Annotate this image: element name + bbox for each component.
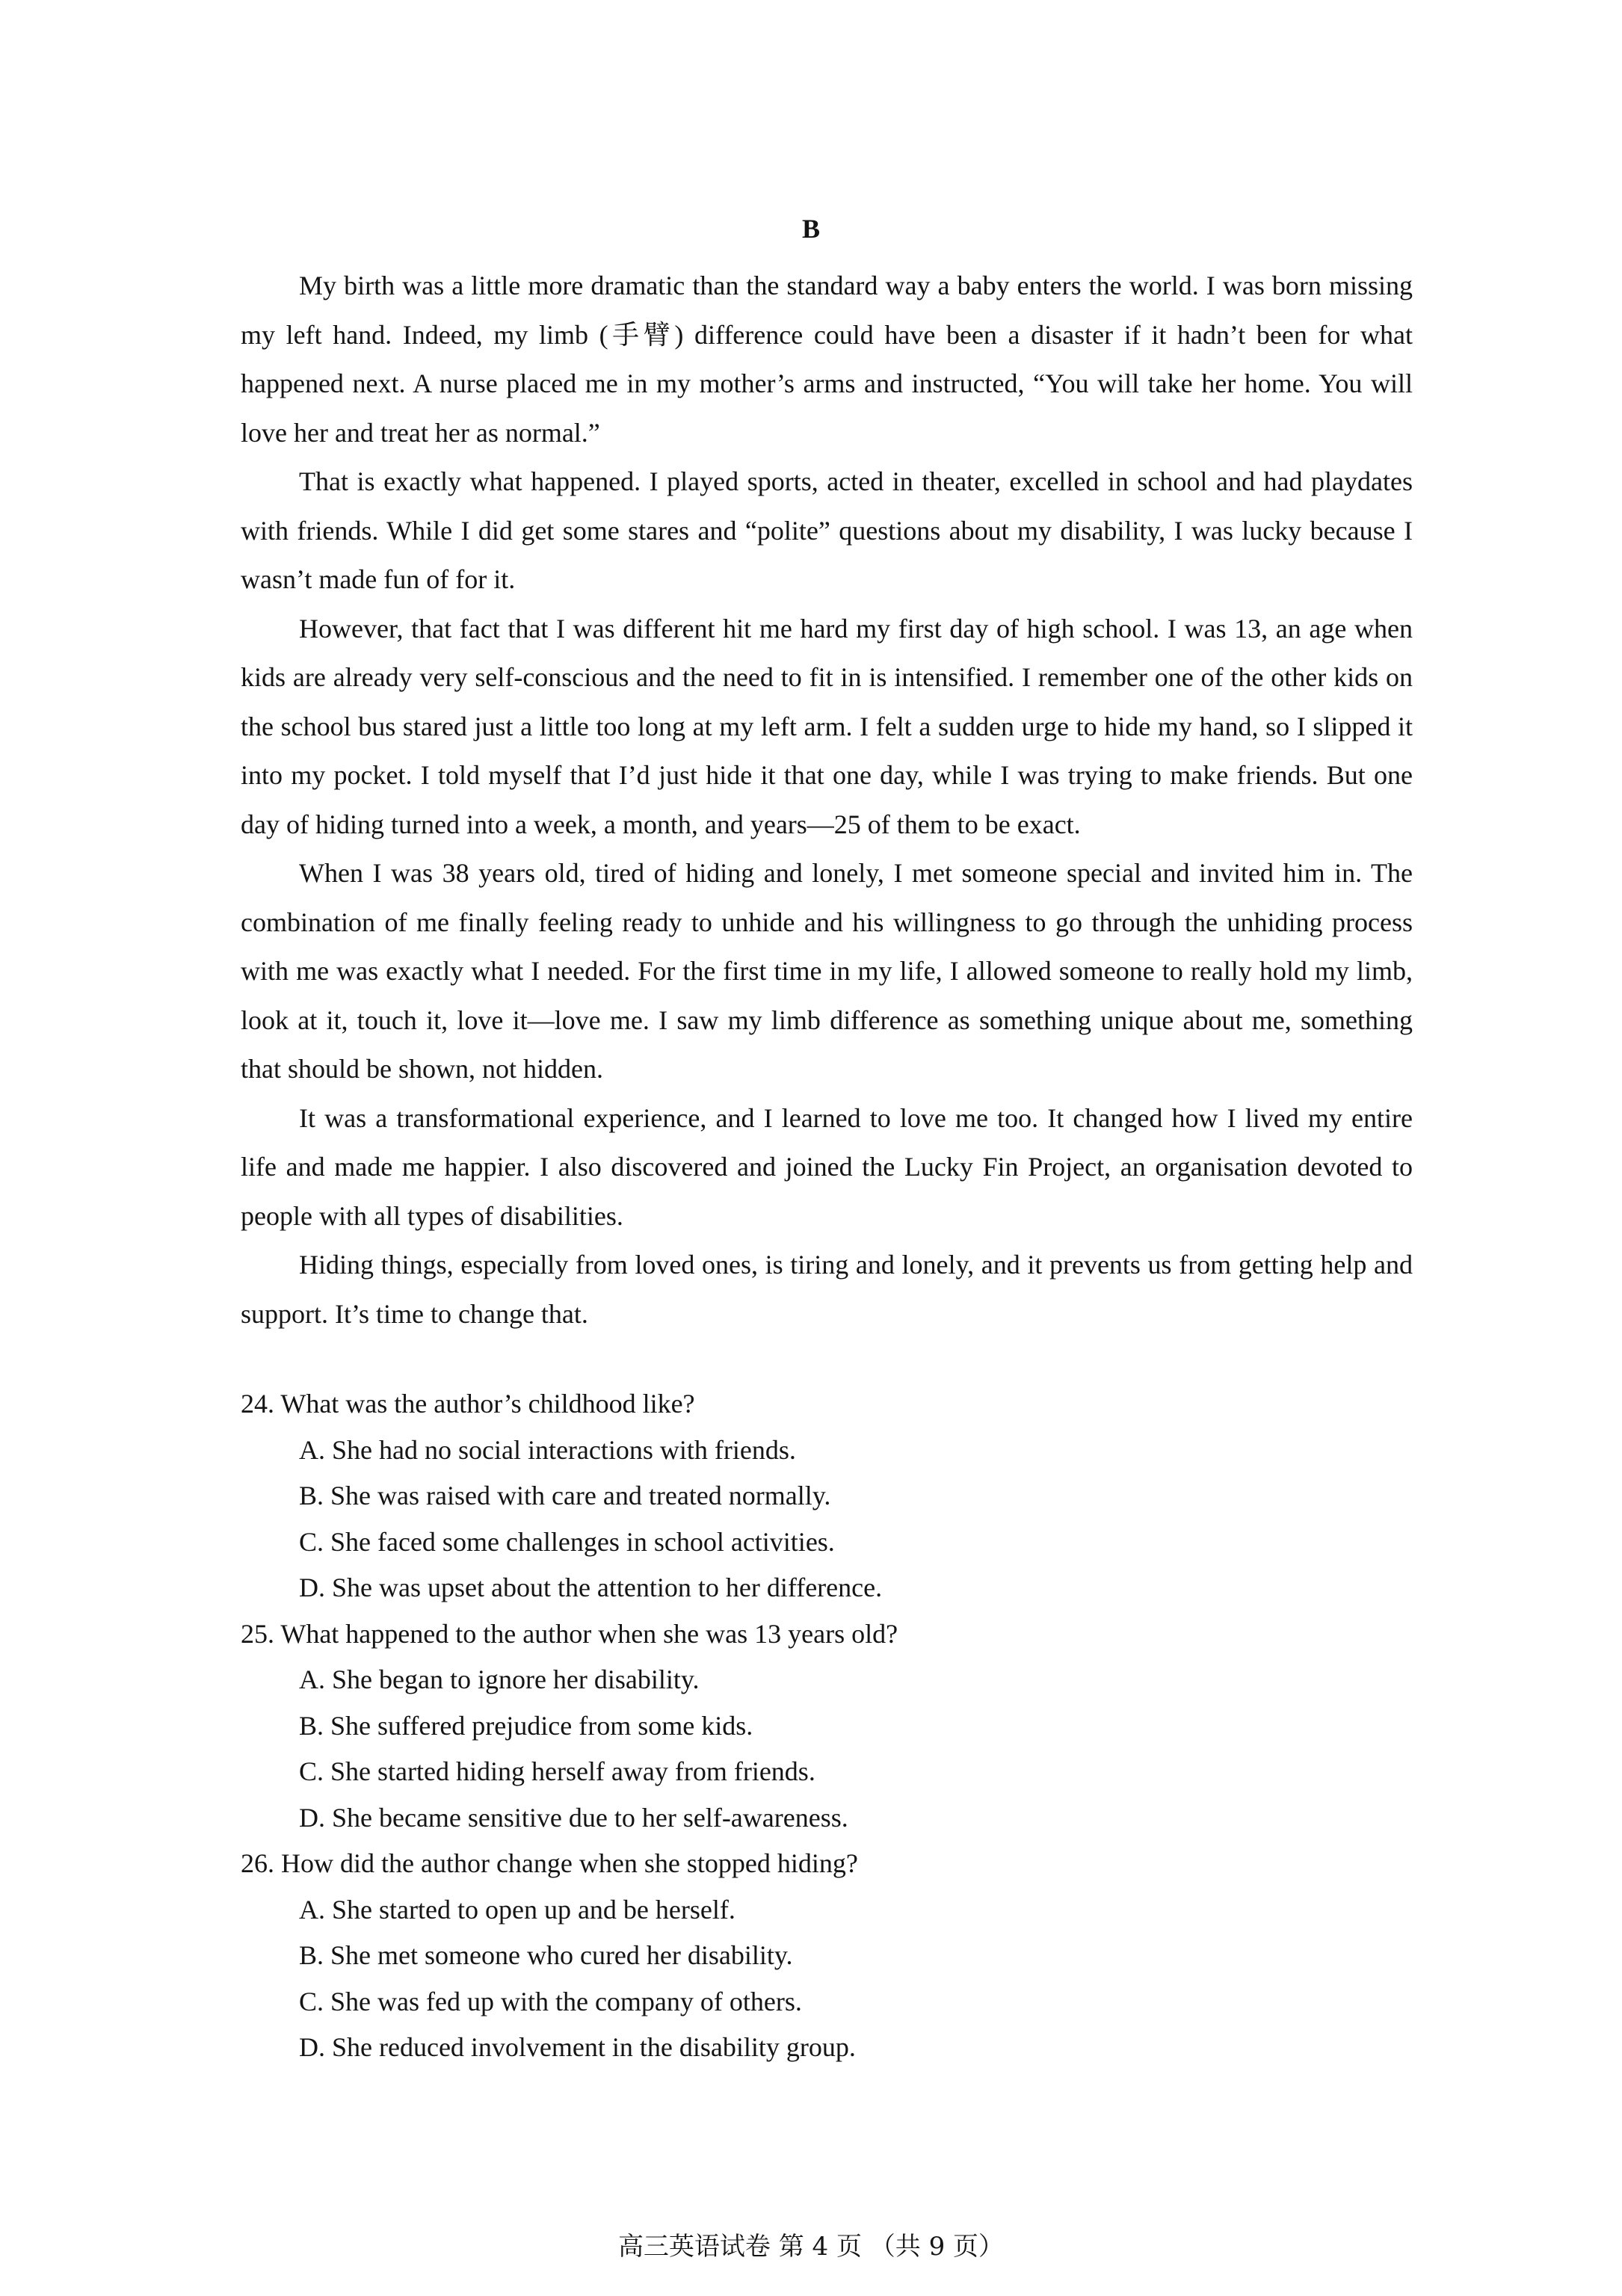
- answer-option: B. She met someone who cured her disability.: [299, 1940, 793, 1970]
- passage-paragraph: My birth was a little more dramatic than the standard way a baby enters the world. I was born missing my left hand. Indeed, my limb (手臂) difference could have been a disaster if it hadn’t been for what happened next. A nurse placed me in my mother’s arms and instructed, “You will take her home. You will love her and treat her as normal.”: [241, 271, 1413, 448]
- passage-paragraph: It was a transformational experience, and I learned to love me too. It changed how I lived my entire life and made me happier. I also discovered and joined the Lucky Fin Project, an organisation devoted to people with all types of disabilities.: [241, 1102, 1413, 1231]
- answer-option: C. She was fed up with the company of others.: [299, 1986, 802, 2016]
- reading-passage: [241, 262, 1413, 1339]
- answer-option: D. She reduced involvement in the disability group.: [299, 2032, 856, 2062]
- section-title: B: [801, 214, 820, 244]
- passage-paragraph: However, that fact that I was different hit me hard my first day of high school. I was 13, an age when kids are already very self-conscious and the need to fit in is intensified. I remember one of the other kids on the school bus stared just a little too long at my left arm. I felt a sudden urge to hide my hand, so I slipped it into my pocket. I told myself that I’d just hide it that one day, while I was trying to make friends. But one day of hiding turned into a week, a month, and years—25 of them to be exact.: [241, 613, 1413, 839]
- answer-option: C. She faced some challenges in school activities.: [299, 1526, 835, 1557]
- question-stem: 26. How did the author change when she stopped hiding?: [241, 1848, 858, 1878]
- answer-option: B. She suffered prejudice from some kids.: [299, 1710, 753, 1741]
- question-stem: 24. What was the author’s childhood like?: [241, 1389, 695, 1419]
- passage-paragraph: When I was 38 years old, tired of hiding and lonely, I met someone special and invited him in. The combination of me finally feeling ready to unhide and his willingness to go through the unhiding process with me was exactly what I needed. For the first time in my life, I allowed someone to really hold my limb, look at it, touch it, love it—love me. I saw my limb difference as something unique about me, something that should be shown, not hidden.: [241, 858, 1413, 1084]
- question-stem: 25. What happened to the author when she was 13 years old?: [241, 1618, 898, 1649]
- question-item: [241, 1611, 1413, 1842]
- question-item: [241, 1841, 1413, 2071]
- answer-option: A. She had no social interactions with friends.: [299, 1434, 796, 1465]
- passage-paragraph: Hiding things, especially from loved ones, is tiring and lonely, and it prevents us from getting help and support. It’s time to change that.: [241, 1250, 1413, 1329]
- passage-paragraph: That is exactly what happened. I played sports, acted in theater, excelled in school and had playdates with friends. While I did get some stares and “polite” questions about my disability, I was lucky because I wasn’t made fun of for it.: [241, 466, 1413, 594]
- answer-option: A. She began to ignore her disability.: [299, 1664, 700, 1694]
- answer-option: D. She was upset about the attention to her difference.: [299, 1573, 883, 1602]
- page-footer: 高三英语试卷 第 4 页 （共 9 页）: [617, 2232, 1005, 2262]
- question-item: [241, 1381, 1413, 1611]
- answer-option: B. She was raised with care and treated normally.: [299, 1481, 831, 1510]
- answer-option: C. She started hiding herself away from friends.: [299, 1756, 815, 1786]
- answer-option: A. She started to open up and be herself.: [299, 1894, 736, 1925]
- question-list: [241, 1381, 1413, 2071]
- answer-option: D. She became sensitive due to her self-awareness.: [299, 1802, 848, 1833]
